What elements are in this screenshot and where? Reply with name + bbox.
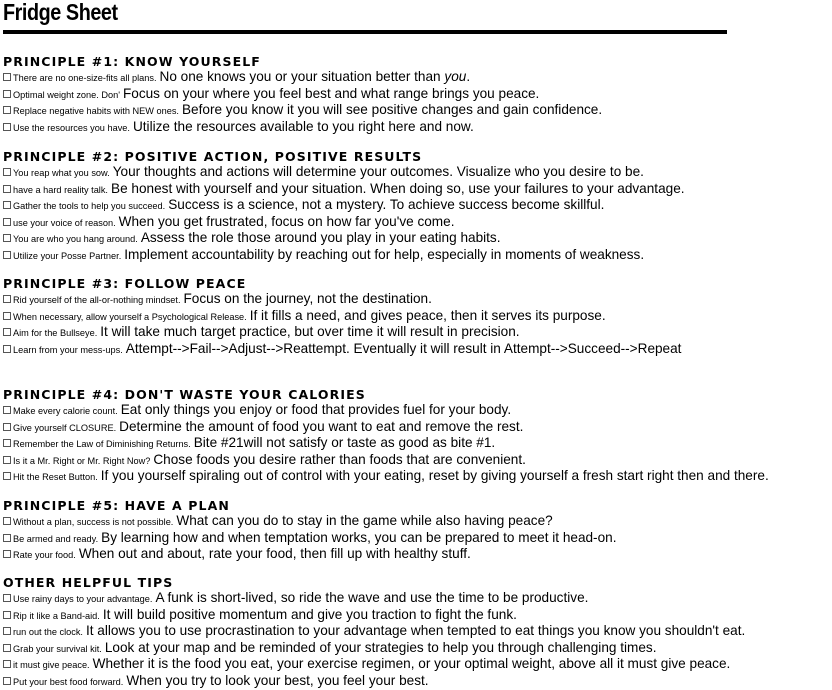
checkbox[interactable]: [3, 168, 11, 176]
section-heading: PRINCIPLE #5: HAVE A PLAN: [3, 498, 230, 513]
item-label: Rate your food.: [13, 550, 76, 560]
section-5: [3, 499, 832, 563]
item-text: Chose foods you desire rather than foods that are convenient.: [153, 451, 526, 467]
item-text: Whether it is the food you eat, your exercise regimen, or your optimal weight, above all it must give peace.: [92, 656, 731, 671]
checkbox[interactable]: [3, 328, 11, 336]
item-label: Use the resources you have.: [13, 122, 130, 133]
checkbox[interactable]: [3, 251, 11, 259]
item-text: Utilize the resources available to you right here and now.: [132, 118, 474, 134]
checkbox[interactable]: [3, 73, 11, 81]
list-item: [3, 214, 832, 231]
item-text: When you try to look your best, you feel your best.: [126, 672, 429, 688]
checkbox[interactable]: [3, 218, 11, 226]
item-label: have a hard reality talk.: [13, 184, 108, 195]
item-label: When necessary, allow yourself a Psychological Release.: [13, 311, 247, 322]
list-item: [3, 69, 832, 86]
item-text: Assess the role those around you play in your eating habits.: [140, 230, 501, 245]
list-item: [3, 607, 832, 624]
list-item: [3, 656, 832, 673]
checkbox[interactable]: [3, 295, 11, 303]
item-text: If it fills a need, and gives peace, then it serves its purpose.: [249, 307, 606, 323]
item-label: Grab your survival kit.: [13, 643, 102, 654]
list-item: [3, 181, 832, 198]
section-4: [3, 388, 832, 485]
list-item: [3, 291, 832, 308]
section-3: [3, 277, 832, 357]
item-label: Make every calorie count.: [13, 406, 118, 416]
page-title: Fridge Sheet: [3, 0, 118, 25]
list-item: [3, 590, 832, 607]
title-divider: [3, 30, 727, 34]
checkbox[interactable]: [3, 456, 11, 464]
item-label: Give yourself CLOSURE.: [13, 422, 117, 433]
checkbox[interactable]: [3, 439, 11, 447]
list-item: [3, 308, 832, 325]
list-item: [3, 435, 832, 452]
item-text: Determine the amount of food you want to eat and remove the rest.: [119, 418, 524, 434]
item-label: Aim for the Bullseye.: [13, 328, 98, 338]
item-label: Hit the Reset Button.: [13, 472, 98, 482]
section-heading: PRINCIPLE #2: POSITIVE ACTION, POSITIVE RESULTS: [3, 149, 423, 164]
checkbox[interactable]: [3, 185, 11, 193]
section-heading: PRINCIPLE #1: KNOW YOURSELF: [3, 54, 261, 69]
item-label: it must give peace.: [13, 660, 90, 670]
list-item: [3, 197, 832, 214]
list-item: [3, 230, 832, 247]
item-text: Your thoughts and actions will determine your outcomes. Visualize who you desire to be.: [112, 164, 644, 179]
checkbox[interactable]: [3, 594, 11, 602]
item-label: Remember the Law of Diminishing Returns.: [13, 439, 191, 449]
section-6: [3, 576, 832, 689]
item-text: Focus on the journey, not the destination.: [183, 291, 432, 306]
checkbox[interactable]: [3, 123, 11, 131]
list-item: [3, 247, 832, 264]
item-label: You reap what you sow.: [13, 168, 110, 178]
item-text: Before you know it you will see positive changes and gain confidence.: [181, 102, 603, 117]
item-text: What can you do to stay in the game while also having peace?: [176, 513, 553, 528]
item-text: Attempt-->Fail-->Adjust-->Reattempt. Eventually it will result in Attempt-->Succeed-->Repeat: [125, 340, 682, 356]
item-text: It will take much target practice, but over time it will result in precision.: [100, 324, 520, 339]
item-text: Success is a science, not a mystery. To achieve success become skillful.: [168, 197, 605, 212]
checkbox[interactable]: [3, 534, 11, 542]
checkbox[interactable]: [3, 644, 11, 652]
item-label: Is it a Mr. Right or Mr. Right Now?: [13, 455, 151, 466]
list-item: [3, 623, 832, 640]
checkbox[interactable]: [3, 660, 11, 668]
list-item: [3, 402, 832, 419]
list-item: [3, 468, 832, 485]
list-item: [3, 673, 832, 690]
list-item: [3, 341, 832, 358]
list-item: [3, 119, 832, 136]
checkbox[interactable]: [3, 406, 11, 414]
checkbox[interactable]: [3, 201, 11, 209]
item-label: Without a plan, success is not possible.: [13, 517, 174, 527]
item-text: If you yourself spiraling out of control with your eating, reset by giving yourself a fresh start right then and there.: [100, 468, 769, 483]
item-text: Implement accountability by reaching out for help, especially in moments of weakness.: [124, 246, 645, 262]
item-label: Use rainy days to your advantage.: [13, 594, 153, 604]
checkbox[interactable]: [3, 627, 11, 635]
item-text: Look at your map and be reminded of your strategies to help you through challenging times.: [104, 639, 657, 655]
section-1: [3, 55, 832, 135]
checkbox[interactable]: [3, 677, 11, 685]
item-label: You are who you hang around.: [13, 234, 138, 244]
checkbox[interactable]: [3, 106, 11, 114]
item-label: Learn from your mess-ups.: [13, 344, 123, 355]
section-heading: PRINCIPLE #3: FOLLOW PEACE: [3, 276, 247, 291]
item-text: Focus on your where you feel best and what range brings you peace.: [122, 85, 540, 101]
item-text: It allows you to use procrastination to your advantage when tempted to eat things you know you shouldn't eat.: [85, 623, 746, 638]
list-item: [3, 452, 832, 469]
item-text: Bite #21will not satisfy or taste as good as bite #1.: [193, 435, 496, 450]
list-item: [3, 640, 832, 657]
checkbox[interactable]: [3, 345, 11, 353]
section-heading: OTHER HELPFUL TIPS: [3, 575, 174, 590]
item-label: run out the clock.: [13, 627, 83, 637]
checkbox[interactable]: [3, 423, 11, 431]
item-text: When you get frustrated, focus on how far you've come.: [118, 213, 455, 229]
item-label: Rid yourself of the all-or-nothing mindset.: [13, 295, 181, 305]
list-item: [3, 546, 832, 563]
list-item: [3, 86, 832, 103]
item-label: There are no one-size-fits all plans.: [13, 73, 157, 83]
list-item: [3, 102, 832, 119]
checkbox[interactable]: [3, 550, 11, 558]
item-text: By learning how and when temptation works, you can be prepared to meet it head-on.: [101, 529, 617, 545]
list-item: [3, 164, 832, 181]
item-label: Put your best food forward.: [13, 676, 124, 687]
item-label: Optimal weight zone. Don': [13, 89, 120, 100]
item-text: It will build positive momentum and give you traction to fight the funk.: [102, 606, 517, 622]
item-text: When out and about, rate your food, then fill up with healthy stuff.: [78, 546, 471, 561]
item-text: Be honest with yourself and your situation. When doing so, use your failures to your advantage.: [111, 180, 685, 196]
item-label: Replace negative habits with NEW ones.: [13, 106, 179, 116]
section-2: [3, 150, 832, 263]
checkbox[interactable]: [3, 312, 11, 320]
list-item: [3, 324, 832, 341]
item-text: A funk is short-lived, so ride the wave and use the time to be productive.: [155, 590, 589, 605]
checkbox[interactable]: [3, 517, 11, 525]
section-heading: PRINCIPLE #4: DON'T WASTE YOUR CALORIES: [3, 387, 366, 402]
checkbox[interactable]: [3, 472, 11, 480]
item-label: Rip it like a Band-aid.: [13, 610, 100, 621]
item-text: Eat only things you enjoy or food that provides fuel for your body.: [120, 402, 512, 417]
checkbox[interactable]: [3, 234, 11, 242]
checkbox[interactable]: [3, 90, 11, 98]
checkbox[interactable]: [3, 611, 11, 619]
item-label: use your voice of reason.: [13, 217, 116, 228]
item-text: No one knows you or your situation better than you.: [159, 69, 471, 84]
list-item: [3, 530, 832, 547]
item-label: Gather the tools to help you succeed.: [13, 201, 166, 211]
list-item: [3, 419, 832, 436]
item-label: Be armed and ready.: [13, 533, 99, 544]
item-label: Utilize your Posse Partner.: [13, 250, 122, 261]
list-item: [3, 513, 832, 530]
